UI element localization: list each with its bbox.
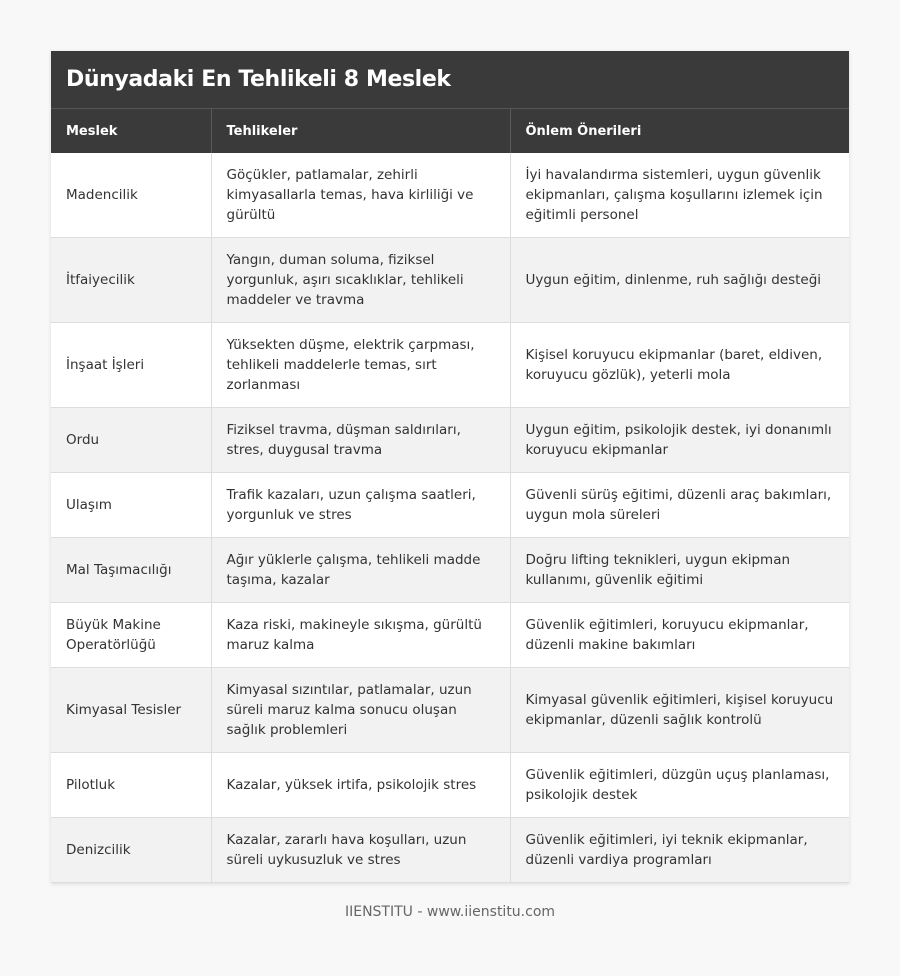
cell-onlemler: Uygun eğitim, psikolojik destek, iyi donanımlı koruyucu ekipmanlar (510, 408, 849, 473)
cell-meslek: İnşaat İşleri (51, 323, 211, 408)
cell-meslek: Ordu (51, 408, 211, 473)
cell-meslek: Denizcilik (51, 818, 211, 883)
title-bar (51, 51, 849, 109)
table-header (51, 109, 849, 153)
cell-meslek: İtfaiyecilik (51, 238, 211, 323)
cell-onlemler: Kimyasal güvenlik eğitimleri, kişisel koruyucu ekipmanlar, düzenli sağlık kontrolü (510, 668, 849, 753)
cell-meslek: Mal Taşımacılığı (51, 538, 211, 603)
cell-onlemler: İyi havalandırma sistemleri, uygun güvenlik ekipmanları, çalışma koşullarını izlemek için eğitimli personel (510, 153, 849, 238)
table-row (51, 153, 849, 238)
cell-onlemler: Doğru lifting teknikleri, uygun ekipman kullanımı, güvenlik eğitimi (510, 538, 849, 603)
cell-meslek: Büyük Makine Operatörlüğü (51, 603, 211, 668)
cell-meslek: Madencilik (51, 153, 211, 238)
table-row (51, 603, 849, 668)
cell-onlemler: Güvenli sürüş eğitimi, düzenli araç bakımları, uygun mola süreleri (510, 473, 849, 538)
table-row (51, 818, 849, 883)
cell-onlemler: Kişisel koruyucu ekipmanlar (baret, eldiven, koruyucu gözlük), yeterli mola (510, 323, 849, 408)
footer-credit: IIENSTITU - www.iienstitu.com (344, 904, 556, 920)
cell-tehlikeler: Yüksekten düşme, elektrik çarpması, tehlikeli maddelerle temas, sırt zorlanması (211, 323, 510, 408)
table-card (51, 51, 849, 883)
cell-tehlikeler: Fiziksel travma, düşman saldırıları, stres, duygusal travma (211, 408, 510, 473)
page-title: Dünyadaki En Tehlikeli 8 Meslek (66, 67, 451, 92)
cell-onlemler: Güvenlik eğitimleri, koruyucu ekipmanlar, düzenli makine bakımları (510, 603, 849, 668)
cell-tehlikeler: Kaza riski, makineyle sıkışma, gürültü maruz kalma (211, 603, 510, 668)
cell-onlemler: Güvenlik eğitimleri, iyi teknik ekipmanlar, düzenli vardiya programları (510, 818, 849, 883)
cell-onlemler: Uygun eğitim, dinlenme, ruh sağlığı desteği (510, 238, 849, 323)
cell-tehlikeler: Göçükler, patlamalar, zehirli kimyasallarla temas, hava kirliliği ve gürültü (211, 153, 510, 238)
column-header-tehlikeler: Tehlikeler (211, 109, 510, 153)
table-row (51, 473, 849, 538)
table-row (51, 668, 849, 753)
cell-meslek: Kimyasal Tesisler (51, 668, 211, 753)
table-row (51, 323, 849, 408)
cell-tehlikeler: Kimyasal sızıntılar, patlamalar, uzun süreli maruz kalma sonucu oluşan sağlık problemleri (211, 668, 510, 753)
cell-tehlikeler: Kazalar, yüksek irtifa, psikolojik stres (211, 753, 510, 818)
table-row (51, 238, 849, 323)
cell-tehlikeler: Trafik kazaları, uzun çalışma saatleri, yorgunluk ve stres (211, 473, 510, 538)
cell-tehlikeler: Ağır yüklerle çalışma, tehlikeli madde taşıma, kazalar (211, 538, 510, 603)
cell-tehlikeler: Yangın, duman soluma, fiziksel yorgunluk, aşırı sıcaklıklar, tehlikeli maddeler ve travma (211, 238, 510, 323)
cell-tehlikeler: Kazalar, zararlı hava koşulları, uzun süreli uykusuzluk ve stres (211, 818, 510, 883)
cell-meslek: Ulaşım (51, 473, 211, 538)
table-row (51, 408, 849, 473)
cell-onlemler: Güvenlik eğitimleri, düzgün uçuş planlaması, psikolojik destek (510, 753, 849, 818)
column-header-onlem: Önlem Önerileri (510, 109, 849, 153)
table-row (51, 753, 849, 818)
table-row (51, 538, 849, 603)
column-header-meslek: Meslek (51, 109, 211, 153)
professions-table (51, 109, 849, 883)
cell-meslek: Pilotluk (51, 753, 211, 818)
